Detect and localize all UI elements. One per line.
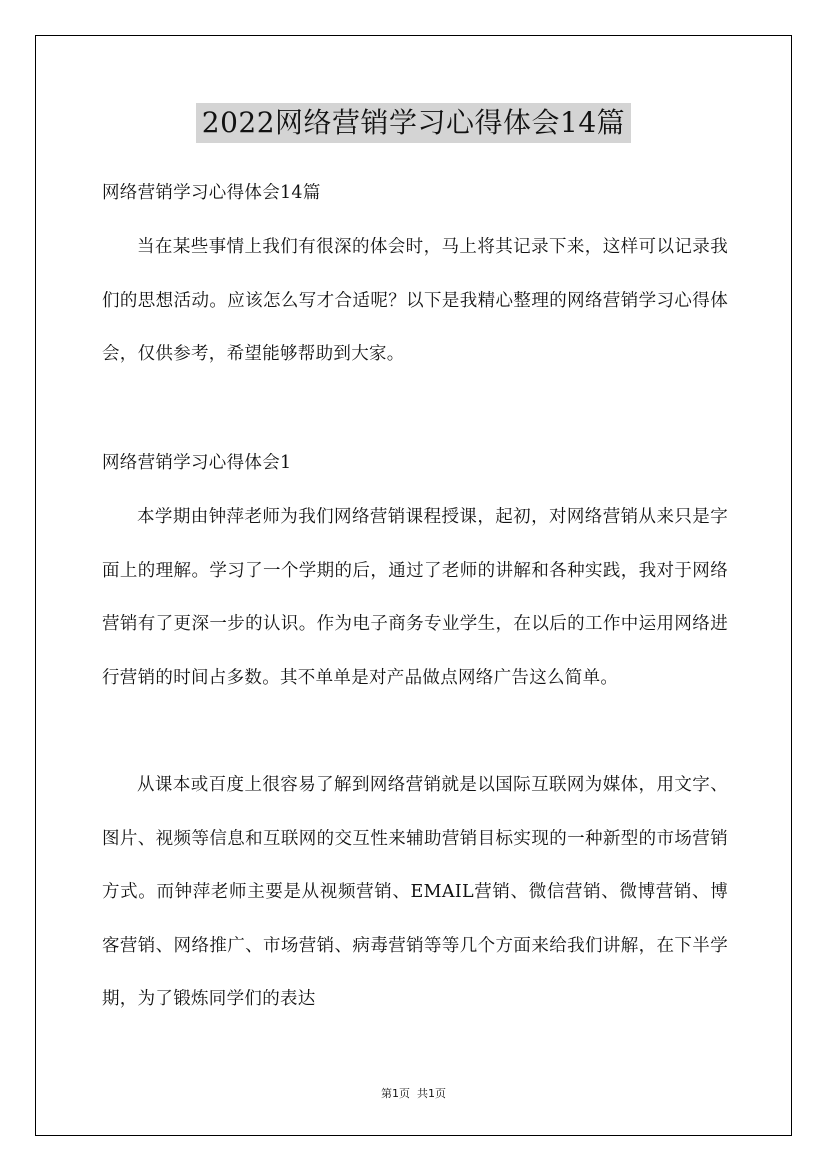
page-footer [0, 1085, 827, 1101]
body-paragraph-2: 从课本或百度上很容易了解到网络营销就是以国际互联网为媒体，用文字、图片、视频等信息和互联网的交互性来辅助营销目标实现的一种新型的市场营销方式。而钟萍老师主要是从视频营销、EMAIL营销、微信营销、微博营销、博客营销、网络推广、市场营销、病毒营销等等几个方面来给我们讲解，在下半学期，为了锻炼同学们的表达 [102, 775, 728, 1009]
body-paragraph-1: 本学期由钟萍老师为我们网络营销课程授课，起初，对网络营销从来只是字面上的理解。学习了一个学期的后，通过了老师的讲解和各种实践，我对于网络营销有了更深一步的认识。作为电子商务专业学生，在以后的工作中运用网络进行营销的时间占多数。其不单单是对产品做点网络广告这么简单。 [102, 507, 728, 688]
document-subtitle: 网络营销学习心得体会14篇 [102, 183, 321, 203]
title-container [0, 103, 827, 143]
page-number-label: 第1页 共1页 [381, 1087, 446, 1100]
section-heading: 网络营销学习心得体会1 [102, 453, 292, 473]
document-title: 2022网络营销学习心得体会14篇 [196, 103, 631, 143]
intro-paragraph: 当在某些事情上我们有很深的体会时，马上将其记录下来，这样可以记录我们的思想活动。应该怎么写才合适呢？以下是我精心整理的网络营销学习心得体会，仅供参考，希望能够帮助到大家。 [102, 237, 728, 364]
